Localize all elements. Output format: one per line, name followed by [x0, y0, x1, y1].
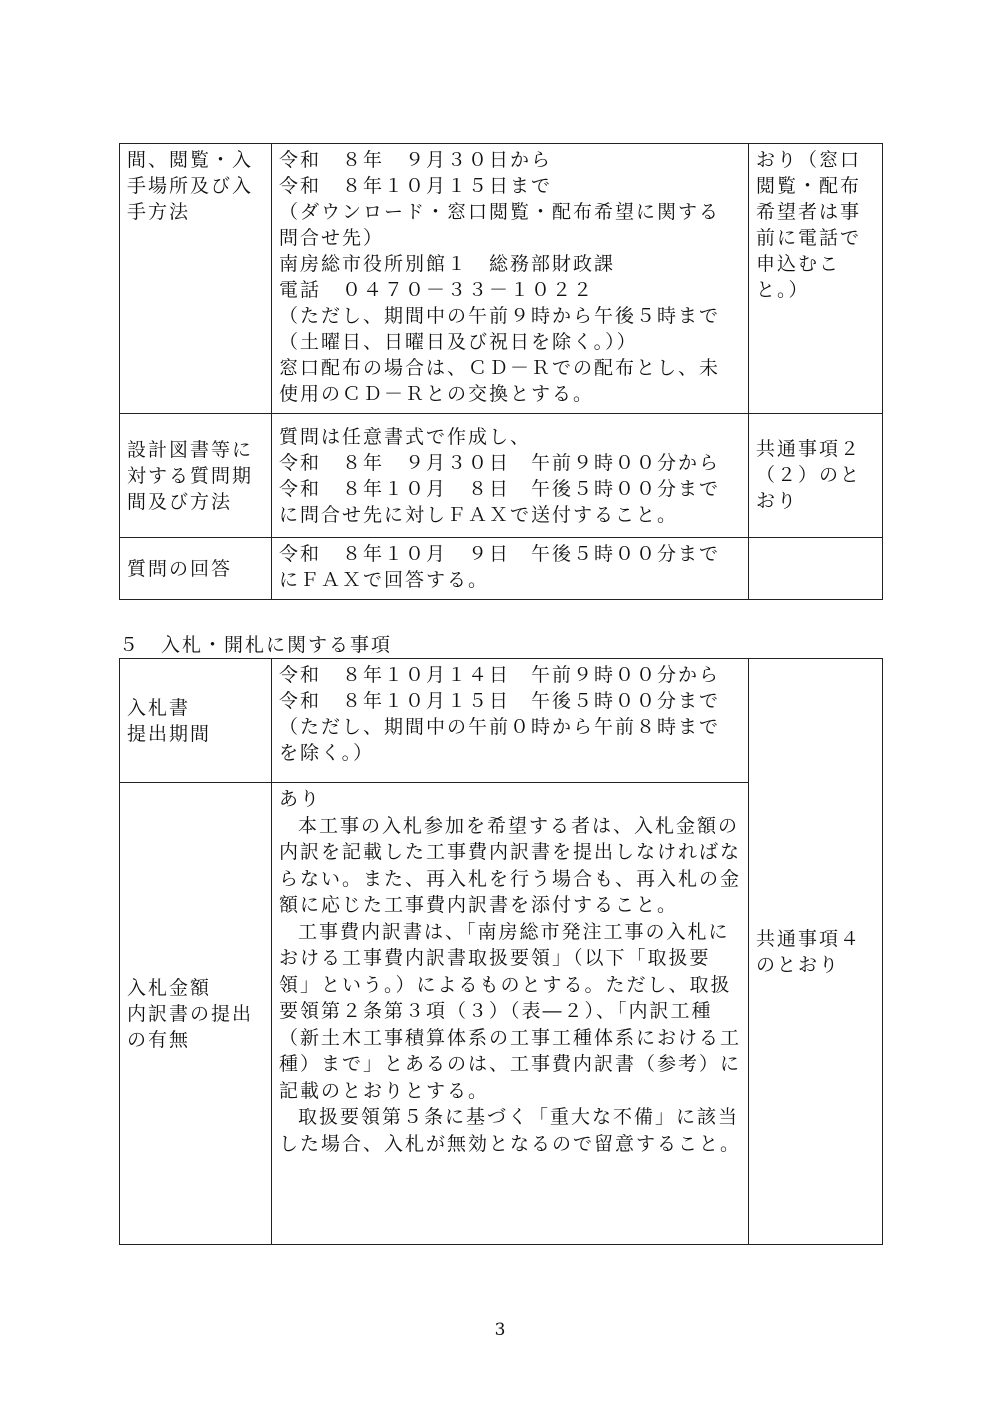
row-content: 令和 ８年１０月 ９日 午後５時００分まで にＦＡＸで回答する。 — [272, 538, 749, 600]
section-heading: ５ 入札・開札に関する事項 — [119, 634, 393, 656]
paragraph: 取扱要領第５条に基づく「重大な不備」に該当した場合、入札が無効となるので留意すること。 — [279, 1106, 742, 1155]
paragraph: 工事費内訳書は、「南房総市発注工事の入札における工事費内訳書取扱要領」（以下「取扱要領」という。）によるものとする。ただし、取扱要領第２条第３項（３）（表―２）、「内訳工種（新土木工事積算体系の工事工種体系における工種）まで」とあるのは、工事費内訳書（参考）に記載のとおりとする。 — [279, 920, 742, 1102]
row-label: 設計図書等に 対する質問期 間及び方法 — [120, 414, 272, 538]
table-row — [120, 659, 883, 783]
table-row — [120, 144, 883, 414]
row-content: 令和 ８年 ９月３０日から 令和 ８年１０月１５日まで （ダウンロード・窓口閲覧・配布希望に関する 問合せ先） 南房総市役所別館１ 総務部財政課 電話 ０４７０－３３－１０２２ （ただし、期間中の午前９時から午後５時まで （土曜日、日曜日及び祝日を除く。）） 窓口配布の場合は、ＣＤ－Ｒでの配布とし、未 使用のＣＤ－Ｒとの交換とする。 — [272, 144, 749, 414]
table-row — [120, 414, 883, 538]
row-label: 入札書 提出期間 — [120, 659, 272, 783]
row-note — [749, 538, 883, 600]
bidding-table — [119, 658, 883, 1245]
row-label: 入札金額 内訳書の提出 の有無 — [120, 783, 272, 1245]
row-content: 質問は任意書式で作成し、 令和 ８年 ９月３０日 午前９時００分から 令和 ８年１０月 ８日 午後５時００分まで に問合せ先に対しＦＡＸで送付すること。 — [272, 414, 749, 538]
row-note: 共通事項２ （２）のと おり — [749, 414, 883, 538]
row-label: 間、閲覧・入 手場所及び入 手方法 — [120, 144, 272, 414]
row-content: あり 本工事の入札参加を希望する者は、入札金額の内訳を記載した工事費内訳書を提出しなければならない。また、再入札を行う場合も、再入札の金額に応じた工事費内訳書を添付すること。 工事費内訳書は、「南房総市発注工事の入札における工事費内訳書取扱要領」（以下「取扱要領」という。）によるものとする。ただし、取扱要領第２条第３項（３）（表―２）、「内訳工種（新土木工事積算体系の工事工種体系における工種）まで」とあるのは、工事費内訳書（参考）に記載のとおりとする。 取扱要領第５条に基づく「重大な不備」に該当した場合、入札が無効となるので留意すること。 — [272, 783, 749, 1245]
row-note: 共通事項４ のとおり — [749, 659, 883, 1245]
row-note: おり（窓口 閲覧・配布 希望者は事 前に電話で 申込むこ と。） — [749, 144, 883, 414]
paragraph: 本工事の入札参加を希望する者は、入札金額の内訳を記載した工事費内訳書を提出しなければならない。また、再入札を行う場合も、再入札の金額に応じた工事費内訳書を添付すること。 — [279, 814, 742, 916]
top-table — [119, 143, 883, 600]
page-number: 3 — [494, 1320, 506, 1340]
row-label: 質問の回答 — [120, 538, 272, 600]
table-row — [120, 538, 883, 600]
row-content: 令和 ８年１０月１４日 午前９時００分から 令和 ８年１０月１５日 午後５時００分まで （ただし、期間中の午前０時から午前８時まで を除く。） — [272, 659, 749, 783]
